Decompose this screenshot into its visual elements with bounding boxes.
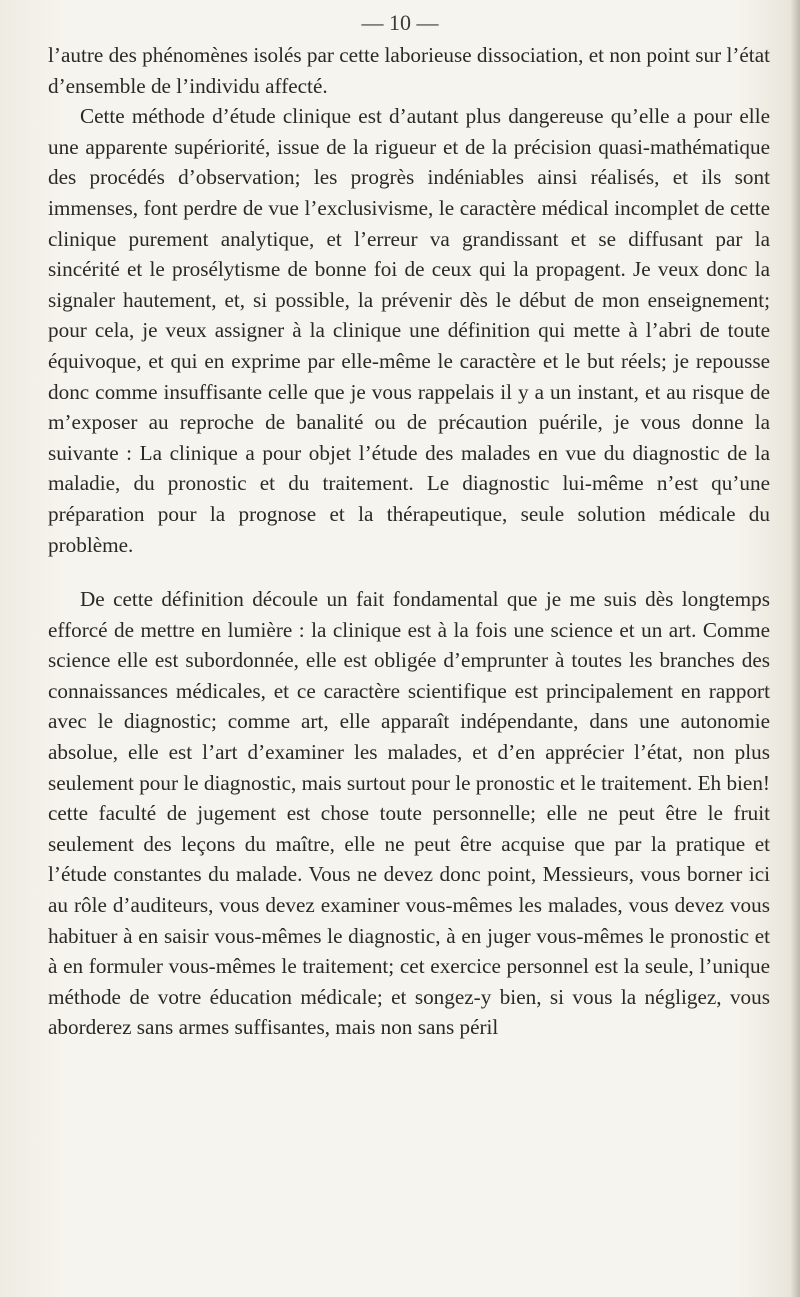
paragraph-science-and-art: De cette définition découle un fait fondamental que je me suis dès longtemps efforcé de mettre en lumière : la clinique est à la fois une science et un art. Comme science elle est subordonnée, elle est obligée d’emprunter à toutes les branches des connaissances médicales, et ce caractère scientifique est principalement en rapport avec le diagnostic; comme art, elle apparaît indépendante, dans une autonomie absolue, elle est l’art d’examiner les malades, et d’en apprécier l’état, non plus seulement pour le diagnostic, mais surtout pour le pronostic et le traitement. Eh bien! cette faculté de jugement est chose toute personnelle; elle ne peut être le fruit seulement des leçons du maître, elle ne peut être acquise que par la pratique et l’étude constantes du malade. Vous ne devez donc point, Messieurs, vous borner ici au rôle d’auditeurs, vous devez examiner vous-mêmes les malades, vous devez vous habituer à en saisir vous-mêmes le diagnostic, à en juger vous-mêmes le pronostic et à en formuler vous-mêmes le traitement; cet exercice personnel est la seule, l’unique méthode de votre éducation médicale; et songez-y bien, si vous la négligez, vous aborderez sans armes suffisantes, mais non sans péril <box>48 587 770 1040</box>
paragraph-clinical-method: Cette méthode d’étude clinique est d’autant plus dangereuse qu’elle a pour elle une apparente supériorité, issue de la rigueur et de la précision quasi-mathématique des procédés d’observation; les progrès indéniables ainsi réalisés, et ils sont immenses, font perdre de vue l’exclusivisme, le caractère médical incomplet de cette clinique purement analytique, et l’erreur va grandissant et se diffusant par la sincérité et le prosélytisme de bonne foi de ceux qui la propagent. Je veux donc la signaler hautement, et, si possible, la prévenir dès le début de mon enseignement; pour cela, je veux assigner à la clinique une définition qui mette à l’abri de toute équivoque, et qui en exprime par elle-même le caractère et le but réels; je repousse donc comme insuffisante celle que je vous rappelais il y a un instant, et au risque de m’exposer au reproche de banalité ou de précaution puérile, je vous donne la suivante : La clinique a pour objet l’étude des malades en vue du diagnostic de la maladie, du pronostic et du traitement. Le diagnostic lui-même n’est qu’une préparation pour la prognose et la thérapeutique, seule solution médicale du problème. <box>48 104 770 557</box>
page-number: — 10 — <box>361 10 439 35</box>
page-body <box>48 40 770 1043</box>
paragraph-continuation: l’autre des phénomènes isolés par cette laborieuse dissociation, et non point sur l’état d’ensemble de l’individu affecté. <box>48 43 770 98</box>
page-edge-shadow <box>790 0 800 1297</box>
